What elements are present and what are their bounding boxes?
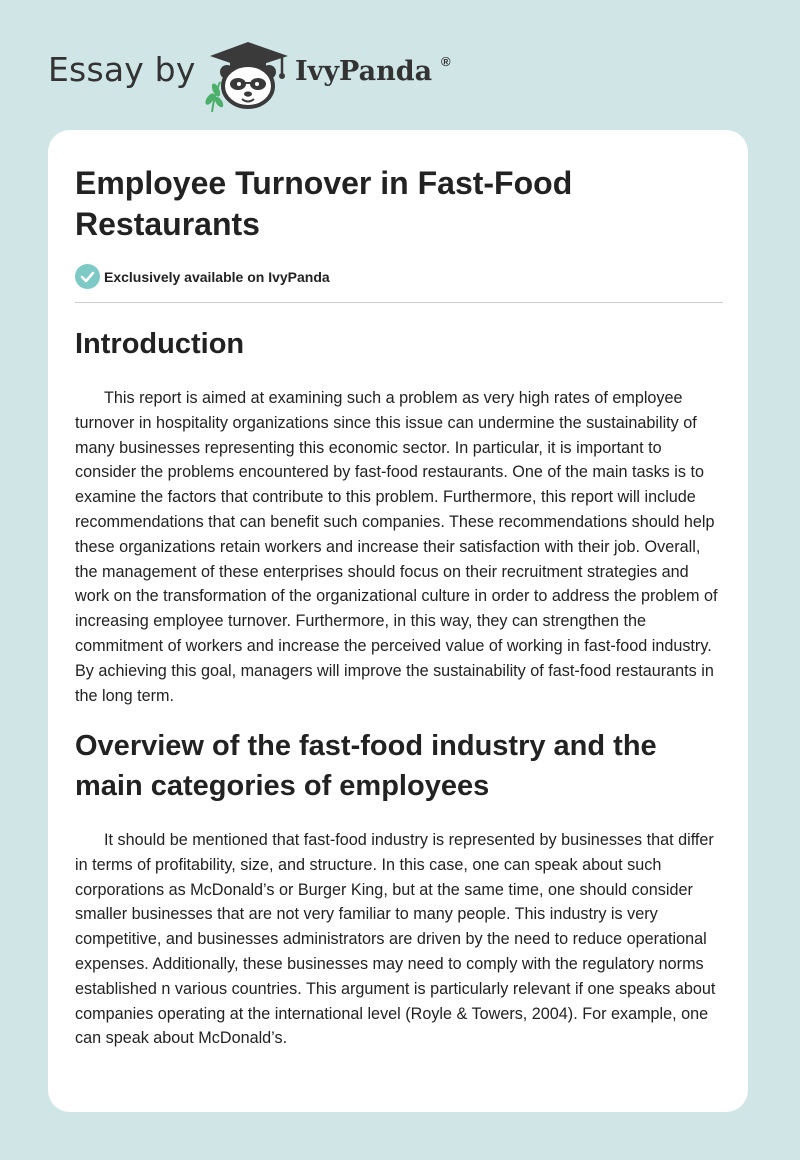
check-circle-icon [75, 264, 100, 289]
site-header [0, 0, 800, 120]
article-title: Employee Turnover in Fast-Food Restaurants [75, 165, 573, 242]
panda-graduation-cap-icon[interactable] [200, 36, 300, 112]
article-card [48, 130, 748, 1112]
section-body-introduction: This report is aimed at examining such a problem as very high rates of employee turnover in hospitality organizations since this issue can undermine the sustainability of many businesses representing this economic sector. In particular, it is important to consider the problems encountered by fast-food restaurants. One of the main tasks is to examine the factors that contribute to this problem. Furthermore, this report will include recommendations that can benefit such companies. These recommendations should help these organizations retain workers and increase their satisfaction with their job. Overall, the management of these enterprises should focus on their recruitment strategies and work on the transformation of the organizational culture in order to address the problem of increasing employee turnover. Furthermore, in this way, they can strengthen the commitment of workers and increase the perceived value of working in fast-food industry. By achieving this goal, managers will improve the sustainability of fast-food restaurants in the long term. [75, 389, 718, 705]
section-heading-overview: Overview of the fast-food industry and the main categories of employees [75, 730, 657, 802]
section-heading-introduction: Introduction [75, 328, 245, 360]
section-body-overview: It should be mentioned that fast-food industry is represented by businesses that differ in terms of profitability, size, and structure. In this case, one can speak about such corporations as McDonald’s or Burger King, but at the same time, one should consider smaller businesses that are not very familiar to many people. This industry is very competitive, and businesses administrators are driven by the need to reduce operational expenses. Additionally, these businesses may need to comply with the regulatory norms established n various countries. This argument is particularly relevant if one speaks about companies operating at the international level (Royle & Towers, 2004). For example, one can speak about McDonald’s. [75, 831, 716, 1048]
exclusive-label: Exclusively available on IvyPanda [104, 269, 330, 285]
essay-by-label: Essay by [48, 50, 196, 89]
registered-mark: ® [441, 54, 451, 69]
brand-name[interactable]: IvyPanda [295, 56, 433, 87]
divider [75, 302, 723, 303]
